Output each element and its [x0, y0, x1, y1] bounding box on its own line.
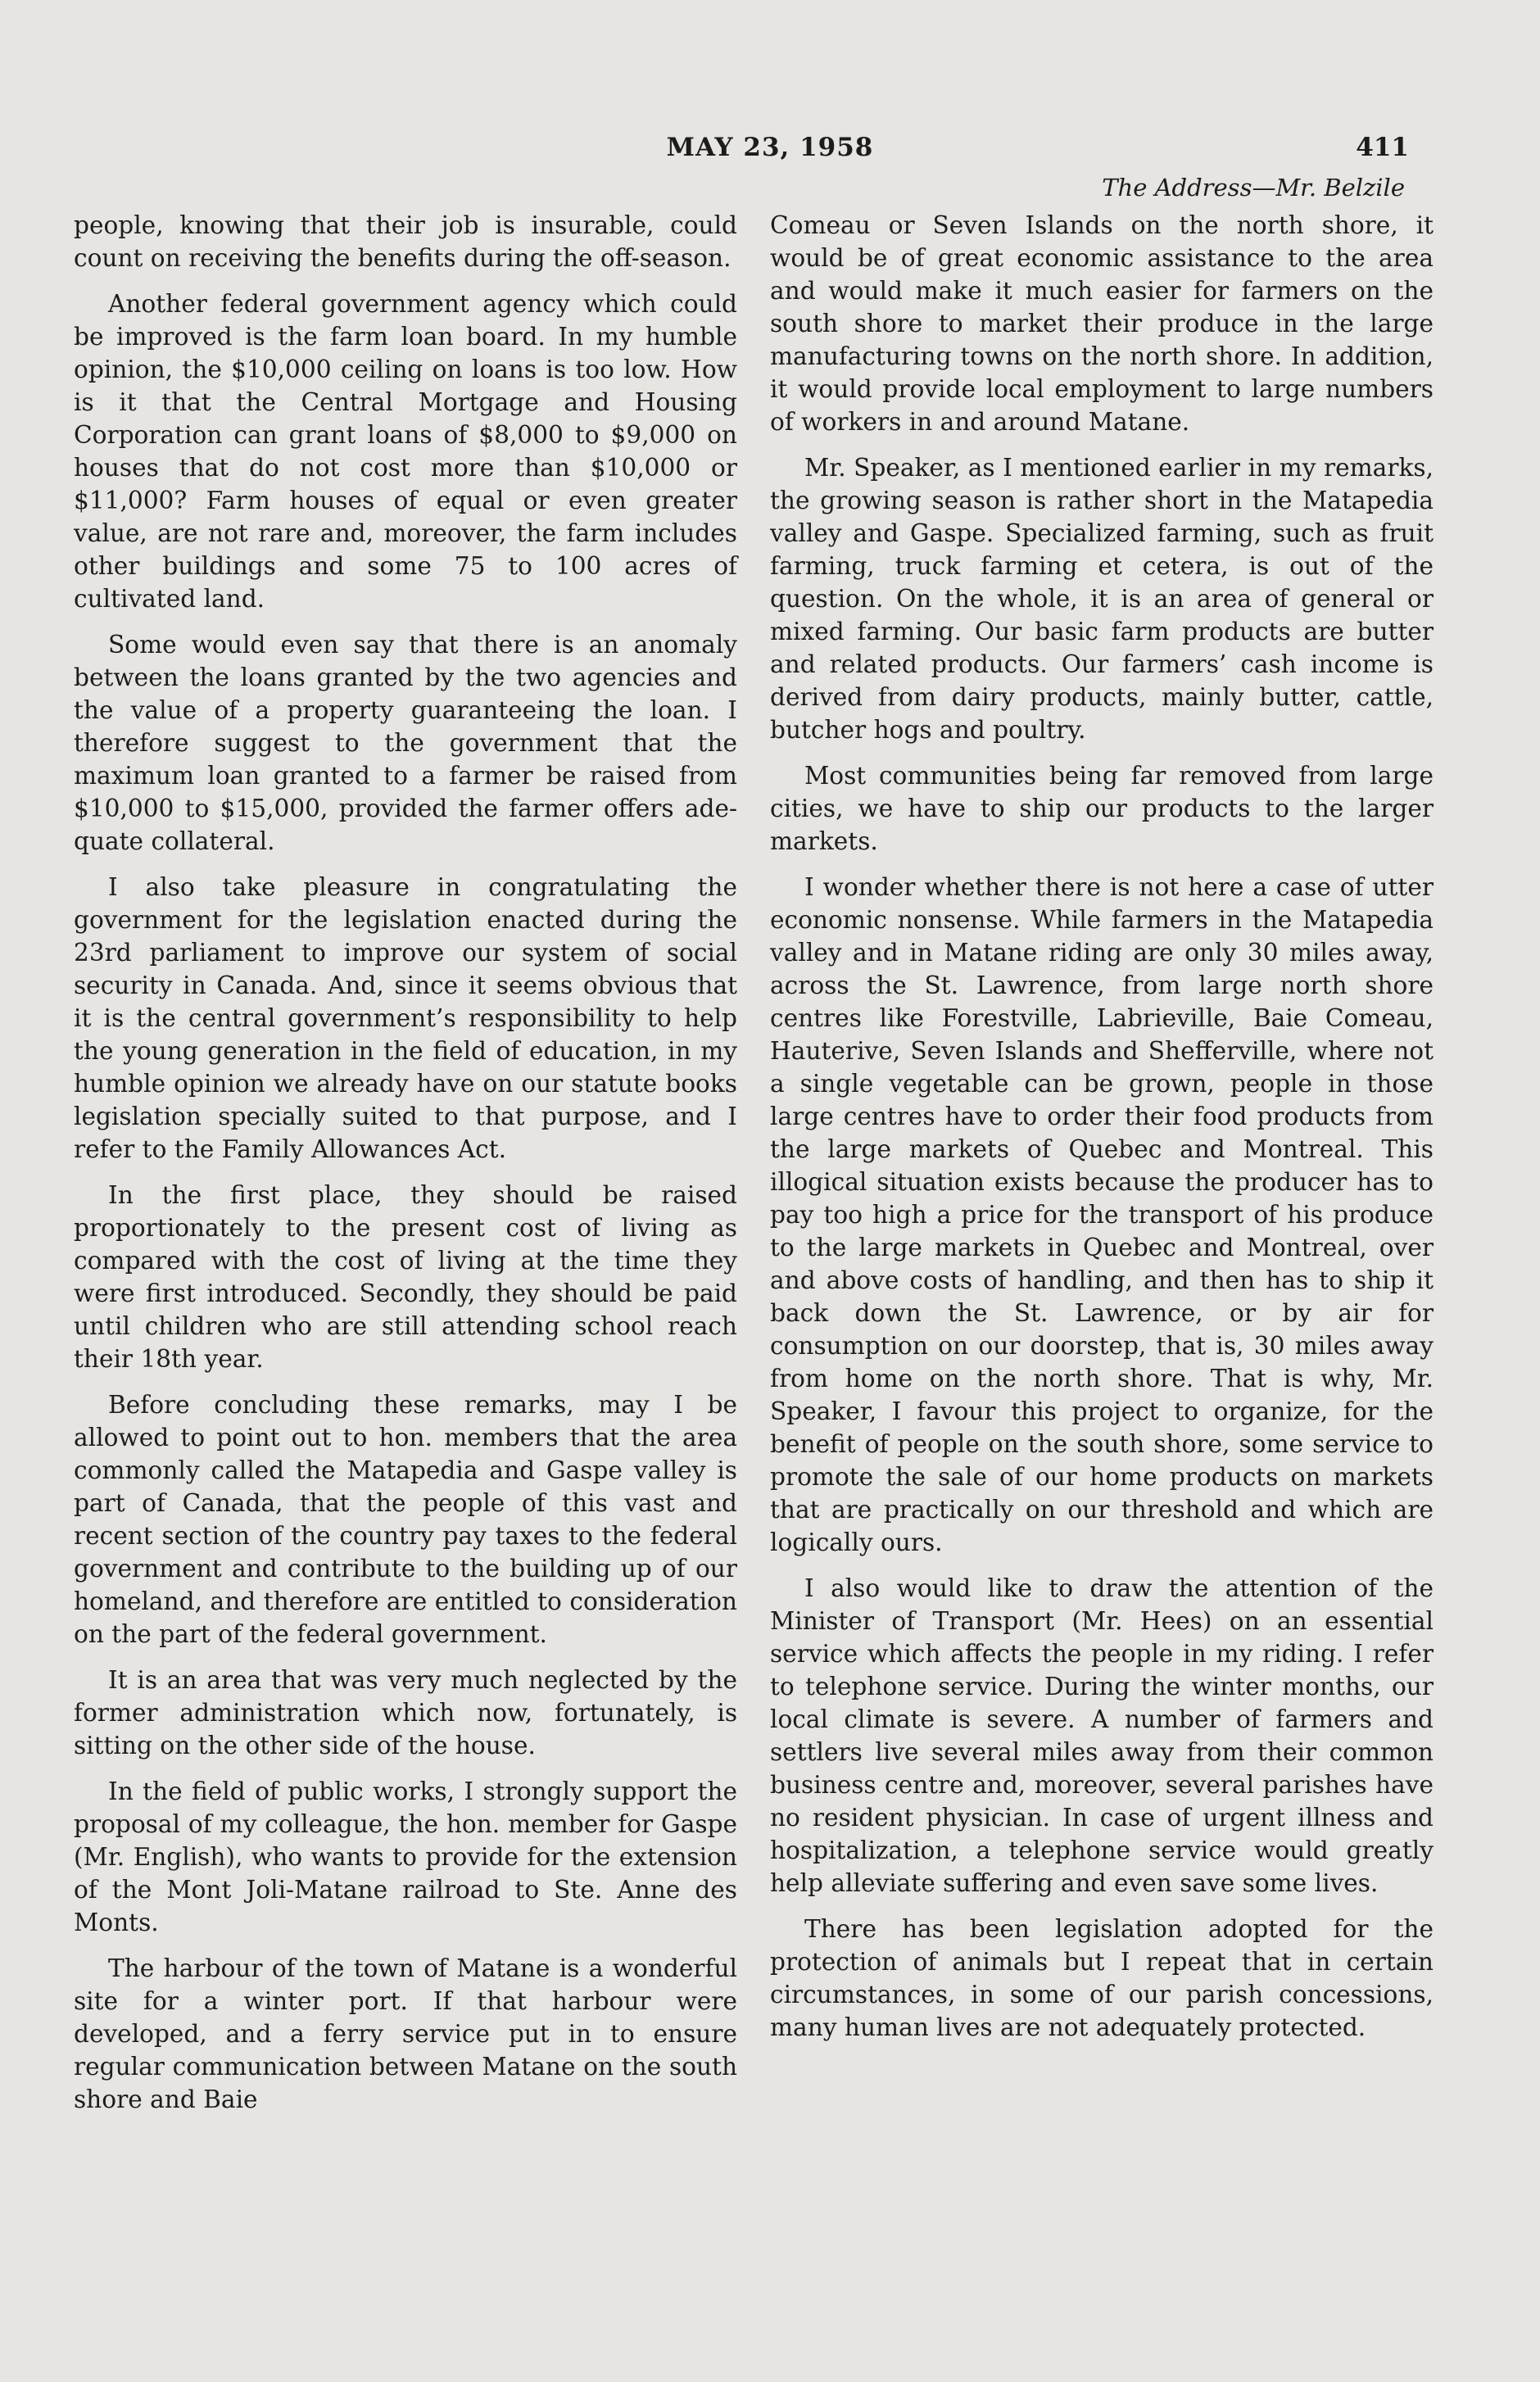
- paragraph: I also would like to draw the attention of the Minister of Transport (Mr. Hees) on an essential service which affects the people in my riding. I refer to telephone service. During the winter months, our local climate is severe. A number of farmers and settlers live several miles away from their common business centre and, moreover, several parishes have no resident physician. In case of urgent illness and hospitalization, a telephone service would greatly help alleviate suffering and even save some lives.: [770, 1574, 1434, 1897]
- paragraph: Comeau or Seven Islands on the north shore, it would be of great economic assistance to the area and would make it much easier for farmers on the south shore to market their produce in the large manufacturing towns on the north shore. In addition, it would provide local employment to large numbers of workers in and around Matane.: [770, 211, 1434, 436]
- paragraph: Another federal government agency which could be improved is the farm loan board. In my humble opinion, the $10,000 ceiling on loans is too low. How is it that the Central Mortgage and Housing Corporation can grant loans of $8,000 to $9,000 on houses that do not cost more than $10,000 or $11,000? Farm houses of equal or even greater value, are not rare and, moreover, the farm includes other buildings and some 75 to 100 acres of cultivated land.: [74, 290, 737, 613]
- paragraph: Some would even say that there is an anomaly between the loans granted by the two agencies and the value of a property guaranteeing the loan. I therefore suggest to the government that the maximum loan granted to a farmer be raised from $10,000 to $15,000, provided the farmer offers adequate collateral.: [74, 631, 737, 855]
- left-column: [74, 209, 737, 2129]
- paragraph: people, knowing that their job is insurable, could count on receiving the benefits during the off-season.: [74, 211, 737, 272]
- right-column: [770, 209, 1434, 2057]
- page-number: 411: [1356, 133, 1409, 162]
- paragraph: In the first place, they should be raised proportionately to the present cost of living as compared with the cost of living at the time they were first introduced. Secondly, they should be paid until children who are still attending school reach their 18th year.: [74, 1181, 737, 1373]
- paragraph: I also take pleasure in congratulating the government for the legislation enacted during the 23rd parliament to improve our system of social security in Canada. And, since it seems obvious that it is the central government’s responsibility to help the young generation in the field of education, in my humble opinion we already have on our statute books legislation specially suited to that purpose, and I refer to the Family Allowances Act.: [74, 873, 737, 1163]
- paragraph: There has been legislation adopted for the protection of animals but I repeat that in certain circumstances, in some of our parish concessions, many human lives are not adequately protected.: [770, 1915, 1434, 2041]
- paragraph: Mr. Speaker, as I mentioned earlier in my remarks, the growing season is rather short in the Matapedia valley and Gaspe. Specialized farming, such as fruit farming, truck farming et cetera, is out of the question. On the whole, it is an area of general or mixed farming. Our basic farm products are butter and related products. Our farmers’ cash income is derived from dairy products, mainly butter, cattle, butcher hogs and poultry.: [770, 454, 1434, 744]
- paragraph: Most communities being far removed from large cities, we have to ship our products to the larger markets.: [770, 762, 1434, 855]
- page-header-date: MAY 23, 1958: [666, 133, 874, 162]
- paragraph: The harbour of the town of Matane is a wonderful site for a winter port. If that harbour were developed, and a ferry service put in to ensure regular communication between Matane on the south shore and Baie: [74, 1954, 737, 2113]
- running-head: The Address—Mr. Belzile: [1102, 174, 1405, 202]
- paragraph: It is an area that was very much neglected by the former administration which now, fortunately, is sitting on the other side of the house.: [74, 1666, 737, 1759]
- paragraph: I wonder whether there is not here a case of utter economic nonsense. While farmers in the Matapedia valley and in Matane riding are only 30 miles away, across the St. Lawrence, from large north shore centres like Forestville, Labrieville, Baie Comeau, Hauterive, Seven Islands and Shefferville, where not a single vegetable can be grown, people in those large centres have to order their food products from the large markets of Quebec and Montreal. This illogical situation exists because the producer has to pay too high a price for the transport of his produce to the large markets in Quebec and Montreal, over and above costs of handling, and then has to ship it back down the St. Lawrence, or by air for consumption on our doorstep, that is, 30 miles away from home on the north shore. That is why, Mr. Speaker, I favour this project to organize, for the benefit of people on the south shore, some service to promote the sale of our home products on markets that are practically on our threshold and which are logically ours.: [770, 873, 1434, 1556]
- paragraph: In the field of public works, I strongly support the proposal of my colleague, the hon. member for Gaspe (Mr. English), who wants to provide for the extension of the Mont Joli-Matane railroad to Ste. Anne des Monts.: [74, 1777, 737, 1936]
- paragraph: Before concluding these remarks, may I be allowed to point out to hon. members that the area commonly called the Matapedia and Gaspe valley is part of Canada, that the people of this vast and recent section of the country pay taxes to the federal government and contribute to the building up of our homeland, and therefore are entitled to consideration on the part of the federal government.: [74, 1391, 737, 1648]
